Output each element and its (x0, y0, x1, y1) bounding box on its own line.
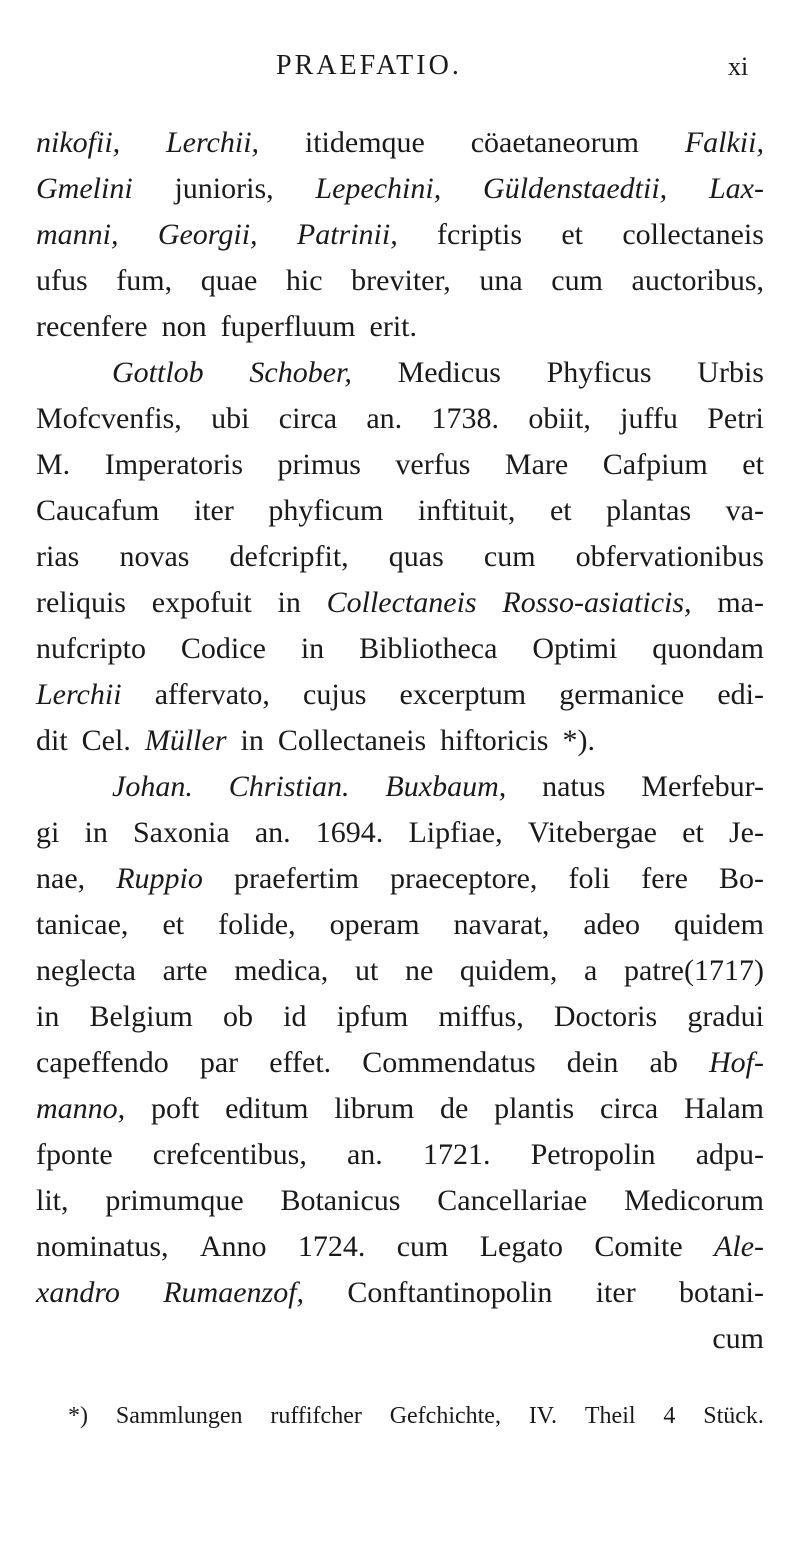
footnote-word: Gefchichte, (389, 1403, 501, 1429)
footnote-word: 4 (663, 1403, 676, 1429)
word: *). (562, 724, 595, 757)
running-header (0, 50, 800, 90)
word: ut (354, 954, 379, 987)
text-body (36, 120, 764, 1362)
word: primumque (105, 1184, 244, 1217)
word: nufcripto (36, 632, 146, 665)
word: Johan. (112, 770, 193, 803)
footnote-word: Theil (584, 1403, 636, 1429)
word: Hof- (708, 1046, 764, 1079)
word: recenfere (36, 310, 148, 343)
word: cum (551, 264, 603, 297)
word: et (549, 494, 572, 527)
word: poft (150, 1092, 200, 1125)
word: Caucafum (36, 494, 160, 527)
footnote-word: Stück. (703, 1403, 764, 1429)
word: quas (388, 540, 444, 573)
word: Botanicus (280, 1184, 401, 1217)
word: Buxbaum, (385, 770, 507, 803)
word: ubi (211, 402, 250, 435)
text-line (36, 718, 764, 764)
word: Güldenstaedtii, (483, 172, 668, 205)
word: ipfum (336, 1000, 409, 1033)
word: operam (329, 908, 420, 941)
word: Gmelini (36, 172, 133, 205)
word: crefcentibus, (152, 1138, 307, 1171)
word: hiftoricis (440, 724, 549, 757)
word: et (682, 816, 704, 849)
text-line (36, 856, 764, 902)
word: ne (404, 954, 434, 987)
word: 1721. (422, 1138, 491, 1171)
word: Christian. (228, 770, 350, 803)
text-line (36, 902, 764, 948)
word: de (440, 1092, 469, 1125)
word: Medicorum (623, 1184, 764, 1217)
word: librum (334, 1092, 415, 1125)
text-line (36, 994, 764, 1040)
word: a (584, 954, 598, 987)
text-line (36, 166, 764, 212)
word: praeceptore, (390, 862, 538, 895)
word: in (84, 816, 108, 849)
word: Commendatus (362, 1046, 536, 1079)
word: affervato, (154, 678, 270, 711)
text-line (36, 534, 764, 580)
word: Bibliotheca (359, 632, 498, 665)
word: botani- (679, 1276, 764, 1309)
text-line (36, 120, 764, 166)
word: miffus, (438, 1000, 524, 1033)
word: nikofii, (36, 126, 121, 159)
word: et (162, 908, 185, 941)
word: junioris, (174, 172, 274, 205)
word: cum (483, 540, 536, 573)
text-line (36, 764, 764, 810)
word: verfus (395, 448, 471, 481)
word: Conftantinopolin (347, 1276, 553, 1309)
text-line (36, 810, 764, 856)
word: va- (725, 494, 764, 527)
word: in (300, 632, 325, 665)
word: par (199, 1046, 239, 1079)
word: ufus (36, 264, 88, 297)
word: Rumaenzof, (163, 1276, 305, 1309)
word: Anno (199, 1230, 267, 1263)
word: Georgii, (157, 218, 258, 251)
word: novas (119, 540, 190, 573)
word: gradui (687, 1000, 764, 1033)
word: 1694. (315, 816, 384, 849)
word: in (240, 724, 264, 757)
word: collectaneis (622, 218, 764, 251)
word: Saxonia (133, 816, 230, 849)
word: Optimi (532, 632, 618, 665)
word: fum, (116, 264, 173, 297)
word: edi- (717, 678, 764, 711)
word: natus (542, 770, 606, 803)
text-line (36, 1270, 764, 1316)
word: neglecta (36, 954, 136, 987)
word: 1724. (297, 1230, 366, 1263)
word: cujus (303, 678, 367, 711)
word: in (36, 1000, 60, 1033)
footnote-word: *) (68, 1403, 88, 1429)
word: Doctoris (553, 1000, 658, 1033)
word: juffu (620, 402, 678, 435)
word: dit (36, 724, 68, 757)
word: rias (36, 540, 80, 573)
word: tanicae, (36, 908, 129, 941)
word: Codice (180, 632, 266, 665)
word: una (479, 264, 523, 297)
word: excerptum (399, 678, 527, 711)
word: Urbis (697, 356, 764, 389)
word: itidemque (304, 126, 425, 159)
word: patre(1717) (624, 954, 764, 987)
text-line (36, 1086, 764, 1132)
text-line (36, 488, 764, 534)
word: obfervationibus (575, 540, 764, 573)
word: dein (566, 1046, 619, 1079)
word: Legato (479, 1230, 563, 1263)
text-line (36, 1178, 764, 1224)
text-line (36, 304, 764, 350)
word: Gottlob (112, 356, 204, 389)
word: Patrinii, (296, 218, 398, 251)
word: lit, (36, 1184, 69, 1217)
word: praefertim (234, 862, 359, 895)
word: Halam (684, 1092, 764, 1125)
text-line (36, 1224, 764, 1270)
word: fere (641, 862, 688, 895)
word: Mofcvenfis, (36, 402, 182, 435)
word: hic (285, 264, 323, 297)
running-title: PRAEFATIO. (276, 50, 462, 81)
word: phyficum (268, 494, 384, 527)
word: auctoribus, (631, 264, 764, 297)
word: primus (277, 448, 361, 481)
text-line (36, 580, 764, 626)
word: Lepechini, (315, 172, 442, 205)
text-line (36, 442, 764, 488)
word: ab (649, 1046, 678, 1079)
word: manni, (36, 218, 119, 251)
text-line (36, 626, 764, 672)
word: Lerchii, (166, 126, 260, 159)
word: Medicus (397, 356, 501, 389)
word: Lerchii (36, 678, 122, 711)
footnote-word: Sammlungen (115, 1403, 243, 1429)
word: Ruppio (116, 862, 203, 895)
word: navarat, (453, 908, 550, 941)
word: arte (162, 954, 208, 987)
word: id (283, 1000, 307, 1033)
word: manno, (36, 1092, 126, 1125)
word: non (161, 310, 207, 343)
word: Lipfiae, (408, 816, 503, 849)
page-number: xi (728, 52, 749, 81)
word: quondam (652, 632, 764, 665)
word: ma- (717, 586, 764, 619)
word: fcriptis (437, 218, 523, 251)
footnote (68, 1403, 764, 1430)
text-line (36, 948, 764, 994)
word: germanice (559, 678, 685, 711)
word: fuperfluum (220, 310, 356, 343)
word: plantas (606, 494, 692, 527)
footnote-word: IV. (528, 1403, 558, 1429)
word: iter (595, 1276, 636, 1309)
word: Petropolin (530, 1138, 656, 1171)
word: Belgium (89, 1000, 193, 1033)
word: Müller (144, 724, 227, 757)
word: capeffendo (36, 1046, 169, 1079)
word: obiit, (528, 402, 591, 435)
word: et (742, 448, 764, 481)
word: Mare (504, 448, 569, 481)
word: Phyficus (546, 356, 652, 389)
word: Rosso-asiaticis, (502, 586, 692, 619)
word: Lax- (708, 172, 764, 205)
word: inftituit, (417, 494, 516, 527)
word: cöaetaneorum (470, 126, 639, 159)
word: Collectaneis (277, 724, 427, 757)
word: Falkii, (684, 126, 764, 159)
word: Comite (594, 1230, 683, 1263)
word: quidem (673, 908, 764, 941)
word: et (561, 218, 584, 251)
footnote-word: ruffifcher (270, 1403, 362, 1429)
word: in (277, 586, 301, 619)
word: quidem, (459, 954, 558, 987)
text-line (36, 672, 764, 718)
word: Collectaneis (326, 586, 477, 619)
word: foli (568, 862, 611, 895)
word: Vitebergae (527, 816, 657, 849)
word: gi (36, 816, 60, 849)
text-line (36, 1316, 764, 1362)
word: circa (278, 402, 338, 435)
word: Schober, (249, 356, 352, 389)
word: an. (346, 1138, 383, 1171)
word: Imperatoris (104, 448, 243, 481)
word: Cancellariae (437, 1184, 588, 1217)
word: Petri (707, 402, 764, 435)
word: Cafpium (602, 448, 708, 481)
word: nae, (36, 862, 86, 895)
word: M. (36, 448, 71, 481)
text-line (36, 1132, 764, 1178)
word: fponte (36, 1138, 113, 1171)
word: nominatus, (36, 1230, 169, 1263)
word: editum (225, 1092, 309, 1125)
word: an. (254, 816, 291, 849)
word: breviter, (351, 264, 451, 297)
word: quae (200, 264, 258, 297)
word: Merfebur- (641, 770, 764, 803)
word: circa (599, 1092, 659, 1125)
word: cum (396, 1230, 449, 1263)
word: ob (222, 1000, 253, 1033)
word: xandro (36, 1276, 120, 1309)
word: folide, (218, 908, 296, 941)
word: Bo- (719, 862, 764, 895)
text-line (36, 1040, 764, 1086)
word: Je- (728, 816, 764, 849)
word: Ale- (714, 1230, 764, 1263)
word: Cel. (81, 724, 131, 757)
word: defcripfit, (229, 540, 349, 573)
word: iter (193, 494, 234, 527)
word: cum (712, 1322, 764, 1355)
word: effet. (269, 1046, 332, 1079)
text-line (36, 350, 764, 396)
word: 1738. (431, 402, 499, 435)
word: plantis (494, 1092, 575, 1125)
text-line (36, 396, 764, 442)
word: medica, (234, 954, 329, 987)
word: adeo (583, 908, 640, 941)
text-line (36, 258, 764, 304)
word: an. (366, 402, 403, 435)
word: erit. (369, 310, 418, 343)
text-line (36, 212, 764, 258)
word: reliquis (36, 586, 126, 619)
word: expofuit (151, 586, 252, 619)
word: adpu- (695, 1138, 764, 1171)
